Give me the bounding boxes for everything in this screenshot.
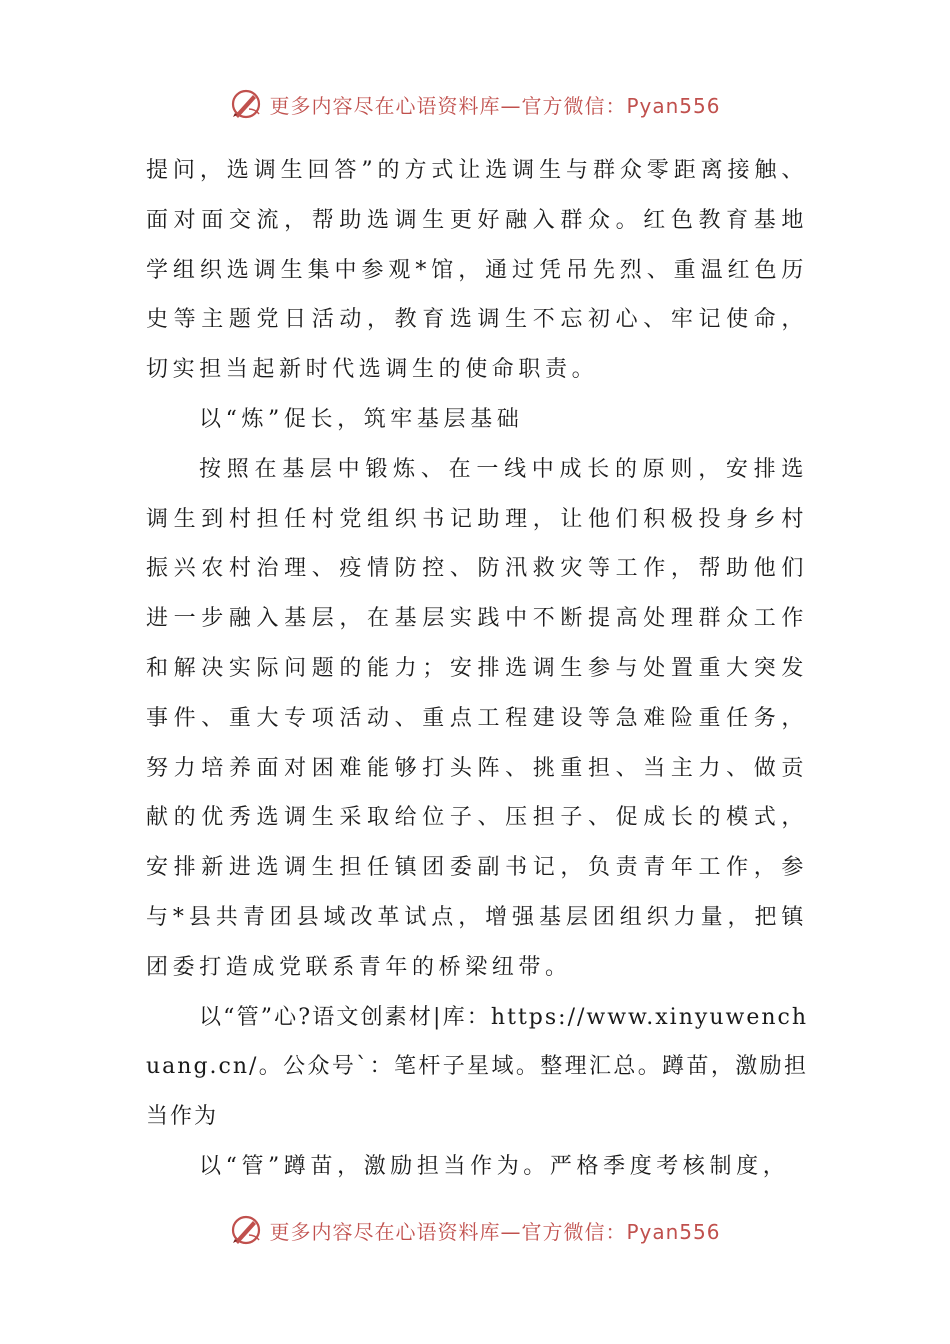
paragraph-2: 按照在基层中锻炼、在一线中成长的原则，安排选调生到村担任村党组织书记助理，让他们积极投身乡村振兴农村治理、疫情防控、防汛救灾等工作，帮助他们进一步融入基层，在基层实践中不断提高处理群众工作和解决实际问题的能力；安排选调生参与处置重大突发事件、重大专项活动、重点工程建设等急难险重任务，努力培养面对困难能够打头阵、挑重担、当主力、做贡献的优秀选调生采取给位子、压担子、促成长的模式，安排新进选调生担任镇团委副书记，负责青年工作，参与*县共青团县域改革试点，增强基层团组织力量，把镇团委打造成党联系青年的桥梁纽带。 [146,456,808,980]
footer-banner [0,1210,950,1250]
paragraph-3: 以“管”蹲苗，激励担当作为。严格季度考核制度， [199,1153,790,1179]
section-heading-guan-with-source: 以“管”心?语文创素材|库：https://www.xinyuwenchuang.cn/。公众号`：笔杆子星域。整理汇总。蹲苗，激励担当作为 [146,1004,808,1130]
pen-in-circle-logo-icon [229,1213,263,1247]
pen-in-circle-logo-icon [229,87,263,121]
footer-banner-text: 更多内容尽在心语资料库—官方微信：Pyan556 [269,1219,721,1244]
section-heading-lian: 以“炼”促长，筑牢基层基础 [199,406,524,432]
paragraph-1: 提问，选调生回答”的方式让选调生与群众零距离接触、面对面交流，帮助选调生更好融入群众。红色教育基地学组织选调生集中参观*馆，通过凭吊先烈、重温红色历史等主题党日活动，教育选调生不忘初心、牢记使命，切实担当起新时代选调生的使命职责。 [146,158,808,383]
header-banner [0,84,950,124]
document-body [146,146,808,1192]
header-banner-text: 更多内容尽在心语资料库—官方微信：Pyan556 [269,93,721,118]
